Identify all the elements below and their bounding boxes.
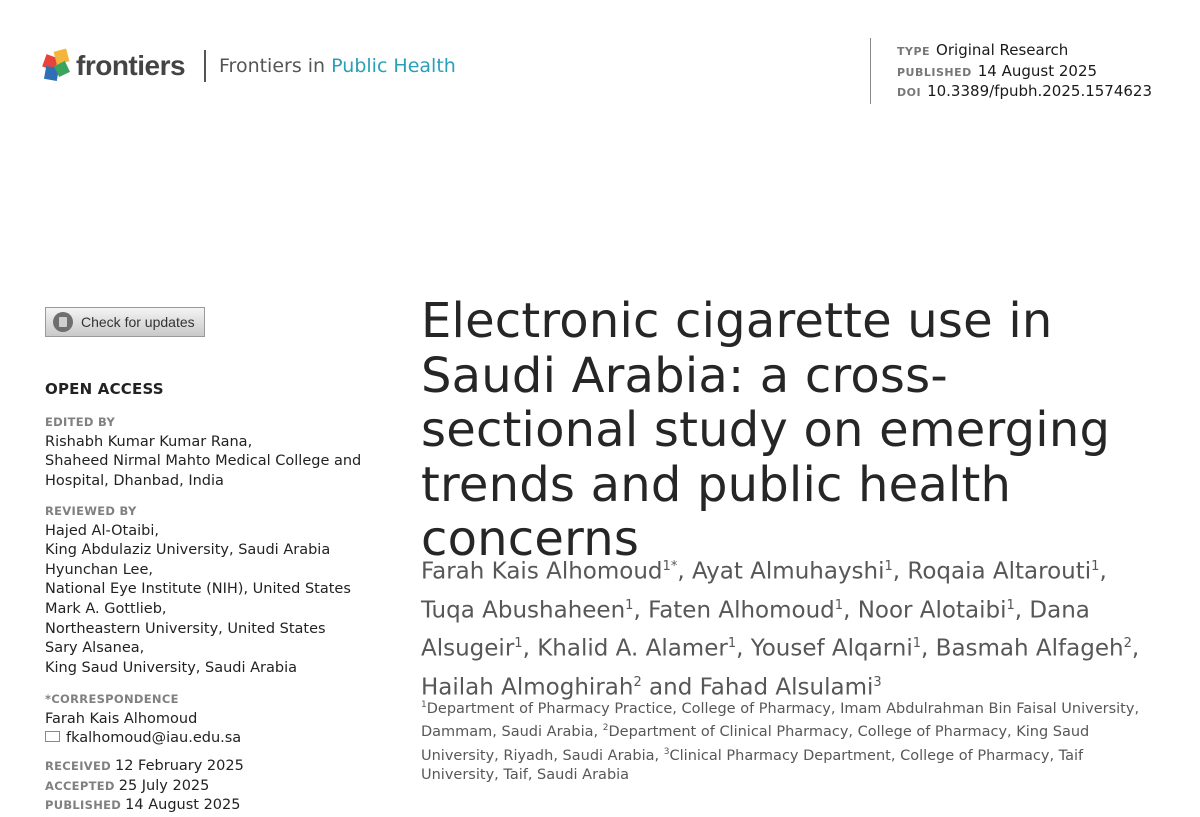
accepted-label: ACCEPTED [45,778,115,793]
author-separator: , [677,558,692,585]
check-for-updates-label: Check for updates [81,314,195,330]
affiliation-marker: 2 [602,723,609,734]
author-affiliation-marker: 1 [1006,597,1015,613]
journal-prefix: Frontiers in [219,55,326,77]
author-name[interactable]: Ayat Almuhayshi [691,558,885,585]
accepted-value: 25 July 2025 [118,777,210,794]
affiliation-text: Department of Clinical Pharmacy, College of Pharmacy, King Saud University, Riyadh, Saudi Arabia, [421,724,1090,764]
author-name[interactable]: Yousef Alqarni [750,635,913,662]
correspondence-label: *CORRESPONDENCE [45,692,179,706]
affiliation-text: Department of Pharmacy Practice, College of Pharmacy, Imam Abdulrahman Bin Faisal University, Dammam, Saudi Arabia, [421,700,1140,741]
bookmark-icon [53,312,73,332]
author-affiliation-marker: 1* [662,559,678,574]
editor-line: Shaheed Nirmal Mahto Medical College and [45,453,362,470]
journal-name[interactable] [219,55,456,77]
received-value: 12 February 2025 [115,758,244,774]
open-access-label: OPEN ACCESS [45,380,164,398]
author-affiliation-marker: 1 [727,636,737,652]
reviewer-line: Hajed Al-Otaibi, [45,522,159,539]
reviewer-line: Northeastern University, United States [45,620,326,637]
author-separator: , [1099,558,1107,585]
author-name[interactable]: Khalid A. Alamer [537,635,728,662]
author-affiliation-marker: 1 [1091,559,1100,574]
author-name[interactable]: Faten Alhomoud [648,597,835,624]
affiliation-text: Clinical Pharmacy Department, College of Pharmacy, Taif University, Taif, Saudi Arabia [421,747,1084,784]
doi-label: DOI [897,86,922,99]
author-separator: , [522,635,538,662]
reviewer-line: National Eye Institute (NIH), United States [45,581,351,598]
author-name[interactable]: Fahad Alsulami [699,674,874,701]
logo-wordmark: frontiers [76,50,186,81]
reviewed-by-label: REVIEWED BY [45,504,137,518]
author-name[interactable]: Roqaia Altarouti [907,558,1092,585]
journal-title: Public Health [331,55,456,77]
affiliation-marker: 3 [663,746,670,757]
author-name[interactable]: Farah Kais Alhomoud [421,558,663,585]
reviewer-line: King Abdulaziz University, Saudi Arabia [45,542,331,559]
author-affiliation-marker: 2 [1123,636,1132,652]
author-separator: , [843,597,858,624]
correspondence-email[interactable]: fkalhomoud@iau.edu.sa [66,730,242,747]
author-separator: , [633,597,649,624]
author-separator: , [1014,597,1030,624]
reviewer-line: Mark A. Gottlieb, [45,600,167,617]
author-affiliation-marker: 3 [873,674,882,690]
author-separator: , [892,558,908,585]
type-value: Original Research [936,41,1069,59]
author-name[interactable]: Basmah Alfageh [935,635,1124,662]
check-for-updates-button[interactable] [45,307,205,337]
type-label: TYPE [897,45,931,58]
correspondence-email-row[interactable] [45,729,375,749]
author-affiliation-marker: 1 [834,597,844,613]
doi-link[interactable]: 10.3389/fpubh.2025.1574623 [927,82,1153,100]
author-name[interactable]: Dana Alsugeir [421,597,1090,662]
received-label: RECEIVED [45,759,111,773]
correspondence-section [45,690,375,749]
author-affiliation-marker: 2 [633,674,642,690]
meta-divider [870,38,871,104]
edited-by-section [45,413,375,491]
reviewer-line: King Saud University, Saudi Arabia [45,659,298,676]
article-title: Electronic cigarette use in Saudi Arabia: a cross-sectional study on emerging trends and public health concerns [421,293,1111,567]
author-affiliation-marker: 1 [884,559,893,574]
header-divider [204,50,206,82]
author-separator: , [1131,635,1140,662]
dates-section [45,757,375,816]
affiliation-marker: 1 [421,700,427,710]
reviewer-line: Sary Alsanea, [45,640,145,657]
correspondence-name: Farah Kais Alhomoud [45,710,198,727]
editor-line: Rishabh Kumar Kumar Rana, [45,433,253,450]
article-meta [897,41,1152,103]
published-label: PUBLISHED [897,65,972,79]
envelope-icon [45,731,60,742]
author-affiliation-marker: 1 [514,636,523,652]
reviewed-by-section [45,502,375,678]
author-name[interactable]: Hailah Almoghirah [421,674,634,701]
affiliations [421,696,1151,786]
published-value: 14 August 2025 [977,61,1098,80]
frontiers-logo[interactable] [44,50,185,82]
author-name[interactable]: Tuqa Abushaheen [421,597,626,624]
author-separator: and [641,674,700,701]
author-separator: , [736,635,751,662]
edited-by-label: EDITED BY [45,415,116,429]
author-affiliation-marker: 1 [625,597,634,613]
sidebar-published-label: PUBLISHED [45,798,122,813]
author-separator: , [921,635,936,662]
author-list [421,550,1161,705]
reviewer-line: Hyunchan Lee, [45,561,153,578]
editor-line: Hospital, Dhanbad, India [45,472,224,489]
frontiers-logo-icon [44,50,70,82]
author-affiliation-marker: 1 [912,636,922,652]
sidebar-published-value: 14 August 2025 [125,797,241,814]
author-name[interactable]: Noor Alotaibi [857,597,1007,624]
